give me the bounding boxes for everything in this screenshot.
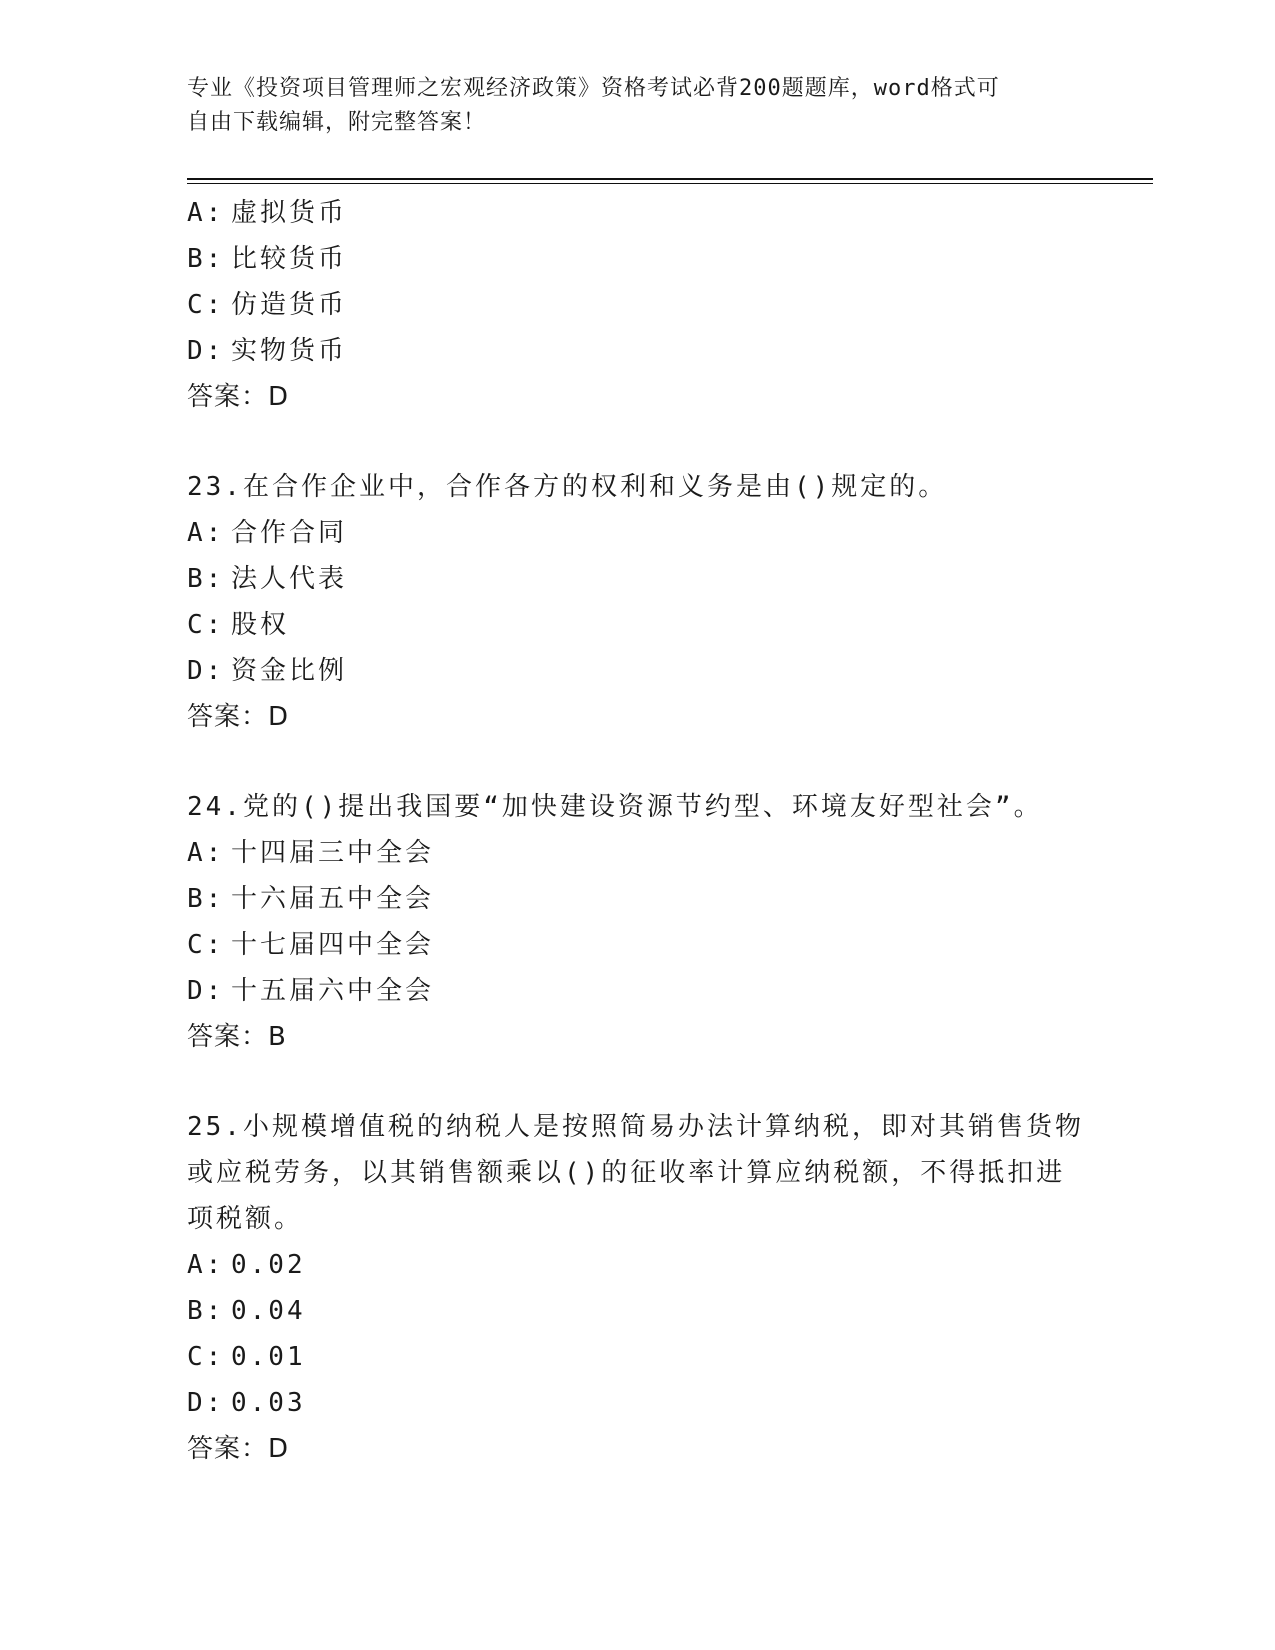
answer-line (187, 1426, 1087, 1472)
option-d (187, 328, 1087, 374)
option-letter: A: (187, 518, 225, 548)
question-24 (187, 784, 1087, 1060)
option-letter: A: (187, 838, 225, 868)
option-d (187, 648, 1087, 694)
option-b (187, 236, 1087, 282)
answer-line (187, 1014, 1087, 1060)
option-letter: D: (187, 336, 225, 366)
option-b (187, 556, 1087, 602)
option-text: 十七届四中全会 (231, 930, 435, 960)
question-23 (187, 464, 1087, 740)
answer-line (187, 374, 1087, 420)
question-stem-line-3: 项税额。 (187, 1204, 304, 1234)
document-header (187, 72, 1067, 140)
answer-value: D (268, 382, 290, 412)
answer-value: D (268, 1434, 290, 1464)
question-stem: 23.在合作企业中，合作各方的权利和义务是由()规定的。 (187, 472, 948, 502)
option-text: 十四届三中全会 (231, 838, 435, 868)
option-text: 0.02 (231, 1250, 306, 1280)
header-line-1: 专业《投资项目管理师之宏观经济政策》资格考试必背200题题库，word格式可 (187, 76, 1000, 101)
answer-value: D (268, 702, 290, 732)
question-stem-line-2: 或应税劳务，以其销售额乘以()的征收率计算应纳税额，不得抵扣进 (187, 1158, 1066, 1188)
option-letter: B: (187, 884, 225, 914)
option-letter: A: (187, 1250, 225, 1280)
answer-label: 答案： (187, 702, 269, 732)
option-text: 仿造货币 (231, 290, 348, 320)
option-letter: C: (187, 610, 225, 640)
question-stem-line-1: 25.小规模增值税的纳税人是按照简易办法计算纳税，即对其销售货物 (187, 1112, 1084, 1142)
option-letter: A: (187, 198, 225, 228)
option-text: 十五届六中全会 (231, 976, 435, 1006)
option-text: 虚拟货币 (231, 198, 348, 228)
answer-label: 答案： (187, 1434, 269, 1464)
option-d (187, 1380, 1087, 1426)
question-22-continuation (187, 190, 1087, 420)
option-text: 比较货币 (231, 244, 348, 274)
option-text: 资金比例 (231, 656, 348, 686)
option-letter: B: (187, 564, 225, 594)
header-rule-thin (187, 183, 1153, 184)
option-text: 0.03 (231, 1388, 306, 1418)
option-text: 实物货币 (231, 336, 348, 366)
answer-label: 答案： (187, 1022, 269, 1052)
option-c (187, 922, 1087, 968)
option-a (187, 830, 1087, 876)
option-b (187, 1288, 1087, 1334)
option-text: 0.04 (231, 1296, 306, 1326)
option-letter: B: (187, 244, 225, 274)
option-c (187, 282, 1087, 328)
option-text: 股权 (231, 610, 290, 640)
option-letter: D: (187, 1388, 225, 1418)
answer-label: 答案： (187, 382, 269, 412)
option-d (187, 968, 1087, 1014)
option-letter: C: (187, 290, 225, 320)
header-rule-thick (187, 178, 1153, 180)
answer-line (187, 694, 1087, 740)
question-list (187, 190, 1087, 1472)
header-line-2: 自由下载编辑，附完整答案！ (187, 110, 487, 135)
option-b (187, 876, 1087, 922)
option-a (187, 190, 1087, 236)
option-letter: D: (187, 656, 225, 686)
option-a (187, 1242, 1087, 1288)
option-text: 0.01 (231, 1342, 306, 1372)
answer-value: B (268, 1022, 287, 1052)
option-text: 法人代表 (231, 564, 348, 594)
option-text: 十六届五中全会 (231, 884, 435, 914)
option-letter: C: (187, 1342, 225, 1372)
option-text: 合作合同 (231, 518, 348, 548)
option-letter: C: (187, 930, 225, 960)
question-25 (187, 1104, 1087, 1472)
option-a (187, 510, 1087, 556)
option-c (187, 1334, 1087, 1380)
option-letter: D: (187, 976, 225, 1006)
option-c (187, 602, 1087, 648)
question-stem: 24.党的()提出我国要“加快建设资源节约型、环境友好型社会”。 (187, 792, 1043, 822)
option-letter: B: (187, 1296, 225, 1326)
